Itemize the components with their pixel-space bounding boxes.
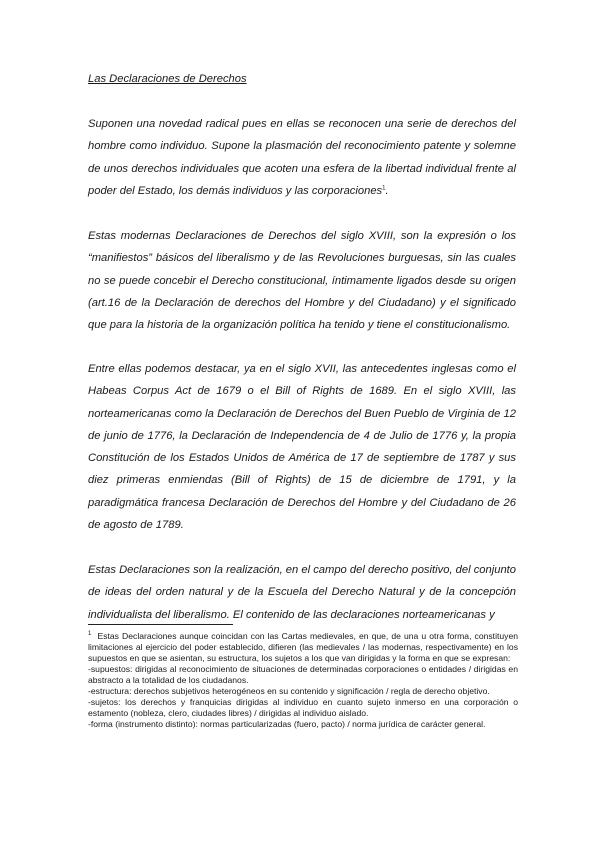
footnote-separator (88, 624, 233, 625)
paragraph-2: Estas modernas Declaraciones de Derechos del siglo XVIII, son la expresión o los “manifiestos” básicos del liberalismo y de las Revoluciones burguesas, sin las cuales no se puede concebir el Derecho constitucional, íntimamente ligados desde su origen (art.16 de la Declaración de derechos del Hombre y del Ciudadano) y el significado que para la historia de la organización política ha tenido y tiene el constitucionalismo. (88, 230, 516, 332)
footnote-item-sujetos: -sujetos: los derechos y franquicias dirigidas al individuo en cuanto sujeto inmerso en una corporación o estamento (nobleza, clero, ciudades libres) / dirigidas al individuo aislado. (88, 697, 518, 718)
footnote-item-forma: -forma (instrumento distinto): normas particularizadas (fuero, pacto) / norma jurídica de carácter general. (88, 719, 486, 729)
paragraph-1-end: . (385, 184, 389, 197)
footnote (88, 631, 518, 730)
page-title: Las Declaraciones de Derechos (88, 73, 247, 85)
paragraph-1 (88, 113, 516, 202)
footnote-intro (88, 631, 518, 664)
paragraph-1-text: Suponen una novedad radical pues en ellas se reconocen una serie de derechos del hombre como individuo. Supone la plasmación del reconocimiento patente y solemne de unos derechos individuales que acoten una esfera de la libertad individual frente al poder del Estado, los demás individuos y las corporaciones (88, 118, 516, 197)
footnote-number: 1 (88, 631, 92, 638)
footnote-item-estructura: -estructura: derechos subjetivos heterogéneos en su contenido y significación / regla de derecho objetivo. (88, 686, 490, 696)
footnote-item-supuestos: -supuestos: dirigidas al reconocimiento de situaciones de determinadas corporaciones o entidades / dirigidas en abstracto a la totalidad de los ciudadanos. (88, 664, 518, 685)
paragraph-4: Estas Declaraciones son la realización, en el campo del derecho positivo, del conjunto de ideas del orden natural y de la Escuela del Derecho Natural y de la concepción individualista del liberalismo. El contenido de las declaraciones norteamericanas y (88, 564, 516, 621)
paragraph-3: Entre ellas podemos destacar, ya en el siglo XVII, las antecedentes inglesas como el Habeas Corpus Act de 1679 o el Bill of Rights de 1689. En el siglo XVIII, las norteamericanas como la Declaración de Derechos del Buen Pueblo de Virginia de 12 de junio de 1776, la Declaración de Independencia de 4 de Julio de 1776 y, la propia Constitución de los Estados Unidos de América de 17 de septiembre de 1787 y sus diez primeras enmiendas (Bill of Rights) de 15 de diciembre de 1791, y la paradigmática francesa Declaración de Derechos del Hombre y del Ciudadano de 26 de agosto de 1789. (88, 363, 516, 532)
footnote-ref[interactable]: 1 (382, 185, 386, 192)
footnote-intro-text: Estas Declaraciones aunque coincidan con las Cartas medievales, en que, de una u otra forma, constituyen limitaciones al ejercicio del poder establecido, difieren (las medievales / las modernas, respectivamente) en los supuestos en que se asientan, su estructura, los sujetos a los que van dirigidas y la forma en que se expresan: (88, 631, 518, 663)
